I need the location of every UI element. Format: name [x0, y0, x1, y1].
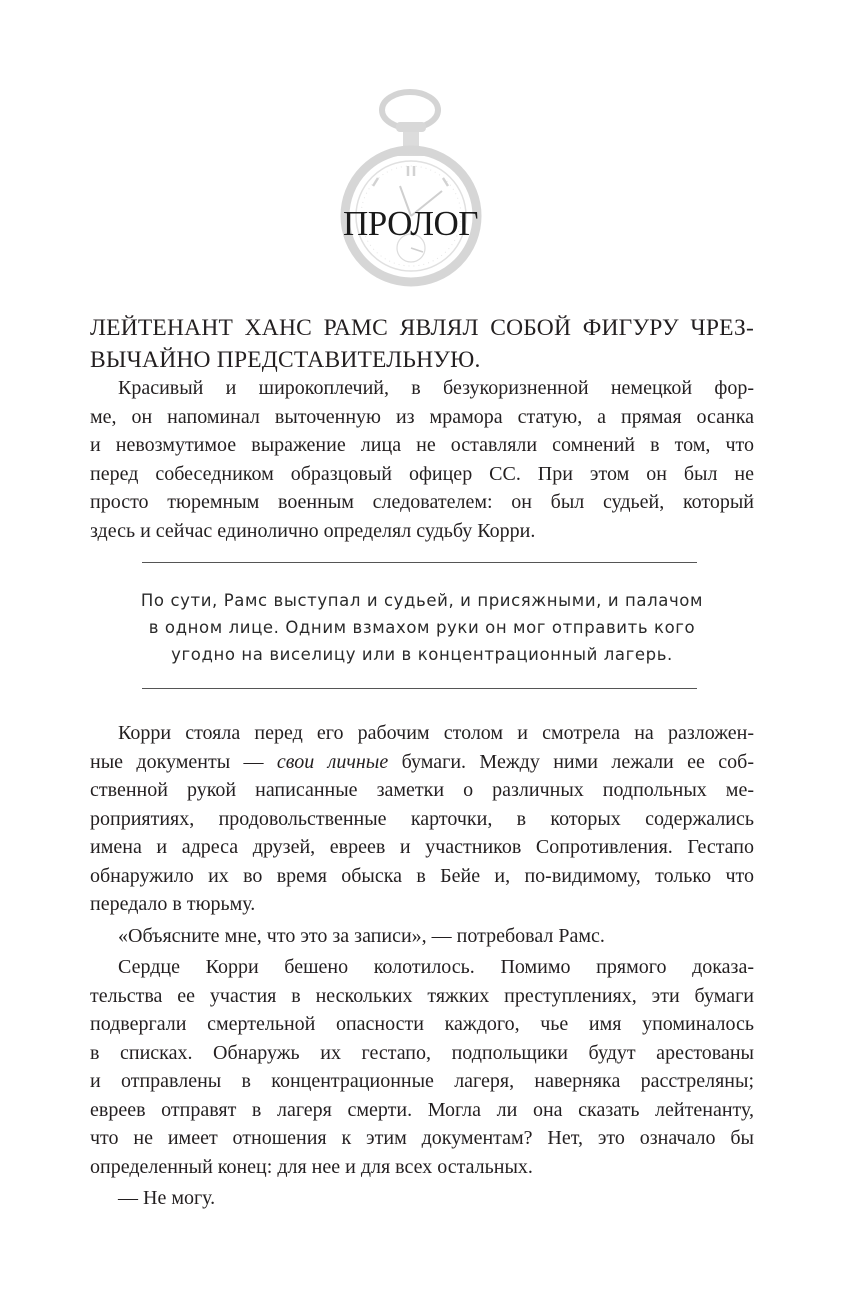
text-line: просто тюремным военным следователем: он был судьей, который: [90, 491, 754, 513]
paragraph-3: [90, 922, 754, 951]
text-line: имена и адреса друзей, евреев и участников Сопротивления. Гестапо: [90, 836, 754, 858]
text-line: и отправлены в концентрационные лагеря, наверняка расстреляны;: [90, 1070, 754, 1092]
text-line: подвергали смертельной опасности каждого, чье имя упоминалось: [90, 1013, 754, 1035]
text-line: что не имеет отношения к этим документам? Нет, это означало бы: [90, 1127, 754, 1149]
paragraph-4: [90, 953, 754, 1181]
text-line: «Объясните мне, что это за записи», — потребовал Рамс.: [118, 924, 605, 947]
body-text: [90, 719, 754, 1216]
pull-quote-line: По сути, Рамс выступал и судьей, и присяжными, и палачом: [140, 591, 704, 610]
pull-quote-line: угодно на виселицу или в концентрационный лагерь.: [171, 645, 673, 664]
paragraph-2: [90, 719, 754, 919]
text-line: здесь и сейчас единолично определял судьбу Корри.: [90, 519, 536, 542]
italic-emphasis: свои личные: [276, 750, 389, 773]
pull-quote-line: в одном лице. Одним взмахом руки он мог отправить кого: [148, 618, 696, 637]
text-line: тельства ее участия в нескольких тяжких преступлениях, эти бумаги: [90, 984, 754, 1007]
paragraph-1: [90, 374, 754, 545]
heading-line: ЛЕЙТЕНАНТ ХАНС РАМС ЯВЛЯЛ СОБОЙ ФИГУРУ ЧРЕЗ-: [90, 315, 754, 341]
text-line: в списках. Обнаружь их гестапо, подпольщики будут арестованы: [90, 1041, 754, 1064]
text-line: [90, 748, 754, 777]
text-line: ме, он напоминал выточенную из мрамора статую, а прямая осанка: [90, 405, 754, 428]
text-line: перед собеседником образцовый офицер СС. При этом он был не: [90, 462, 754, 485]
pull-quote: [90, 587, 754, 668]
text-line: и невозмутимое выражение лица не оставляли сомнений в том, что: [90, 434, 754, 456]
text-line: обнаружило их во время обыска в Бейе и, по-видимому, только что: [90, 864, 754, 887]
chapter-title: ПРОЛОГ: [343, 204, 478, 243]
text-line: Корри стояла перед его рабочим столом и смотрела на разложен-: [118, 722, 754, 744]
text-line: Сердце Корри бешено колотилось. Помимо прямого доказа-: [118, 956, 754, 978]
pocket-watch-icon: [330, 86, 500, 291]
text-line: передало в тюрьму.: [90, 893, 256, 915]
chapter-lead-heading: [90, 312, 754, 376]
callout-top-rule: [142, 562, 697, 563]
text-line: определенный конец: для нее и для всех остальных.: [90, 1155, 533, 1178]
text-line: евреев отправят в лагеря смерти. Могла ли она сказать лейтенанту,: [90, 1098, 754, 1121]
text-line: — Не могу.: [118, 1187, 216, 1209]
paragraph-5: [90, 1184, 754, 1213]
text-segment: бумаги. Между ними лежали ее соб-: [388, 750, 754, 773]
heading-line: ВЫЧАЙНО ПРЕДСТАВИТЕЛЬНУЮ.: [90, 347, 481, 373]
text-line: роприятиях, продовольственные карточки, в которых содержались: [90, 807, 754, 830]
text-line: ственной рукой написанные заметки о различных подпольных ме-: [90, 779, 754, 801]
callout-bottom-rule: [142, 688, 697, 689]
text-segment: ные документы —: [90, 750, 277, 773]
text-line: Красивый и широкоплечий, в безукоризненной немецкой фор-: [118, 377, 754, 399]
